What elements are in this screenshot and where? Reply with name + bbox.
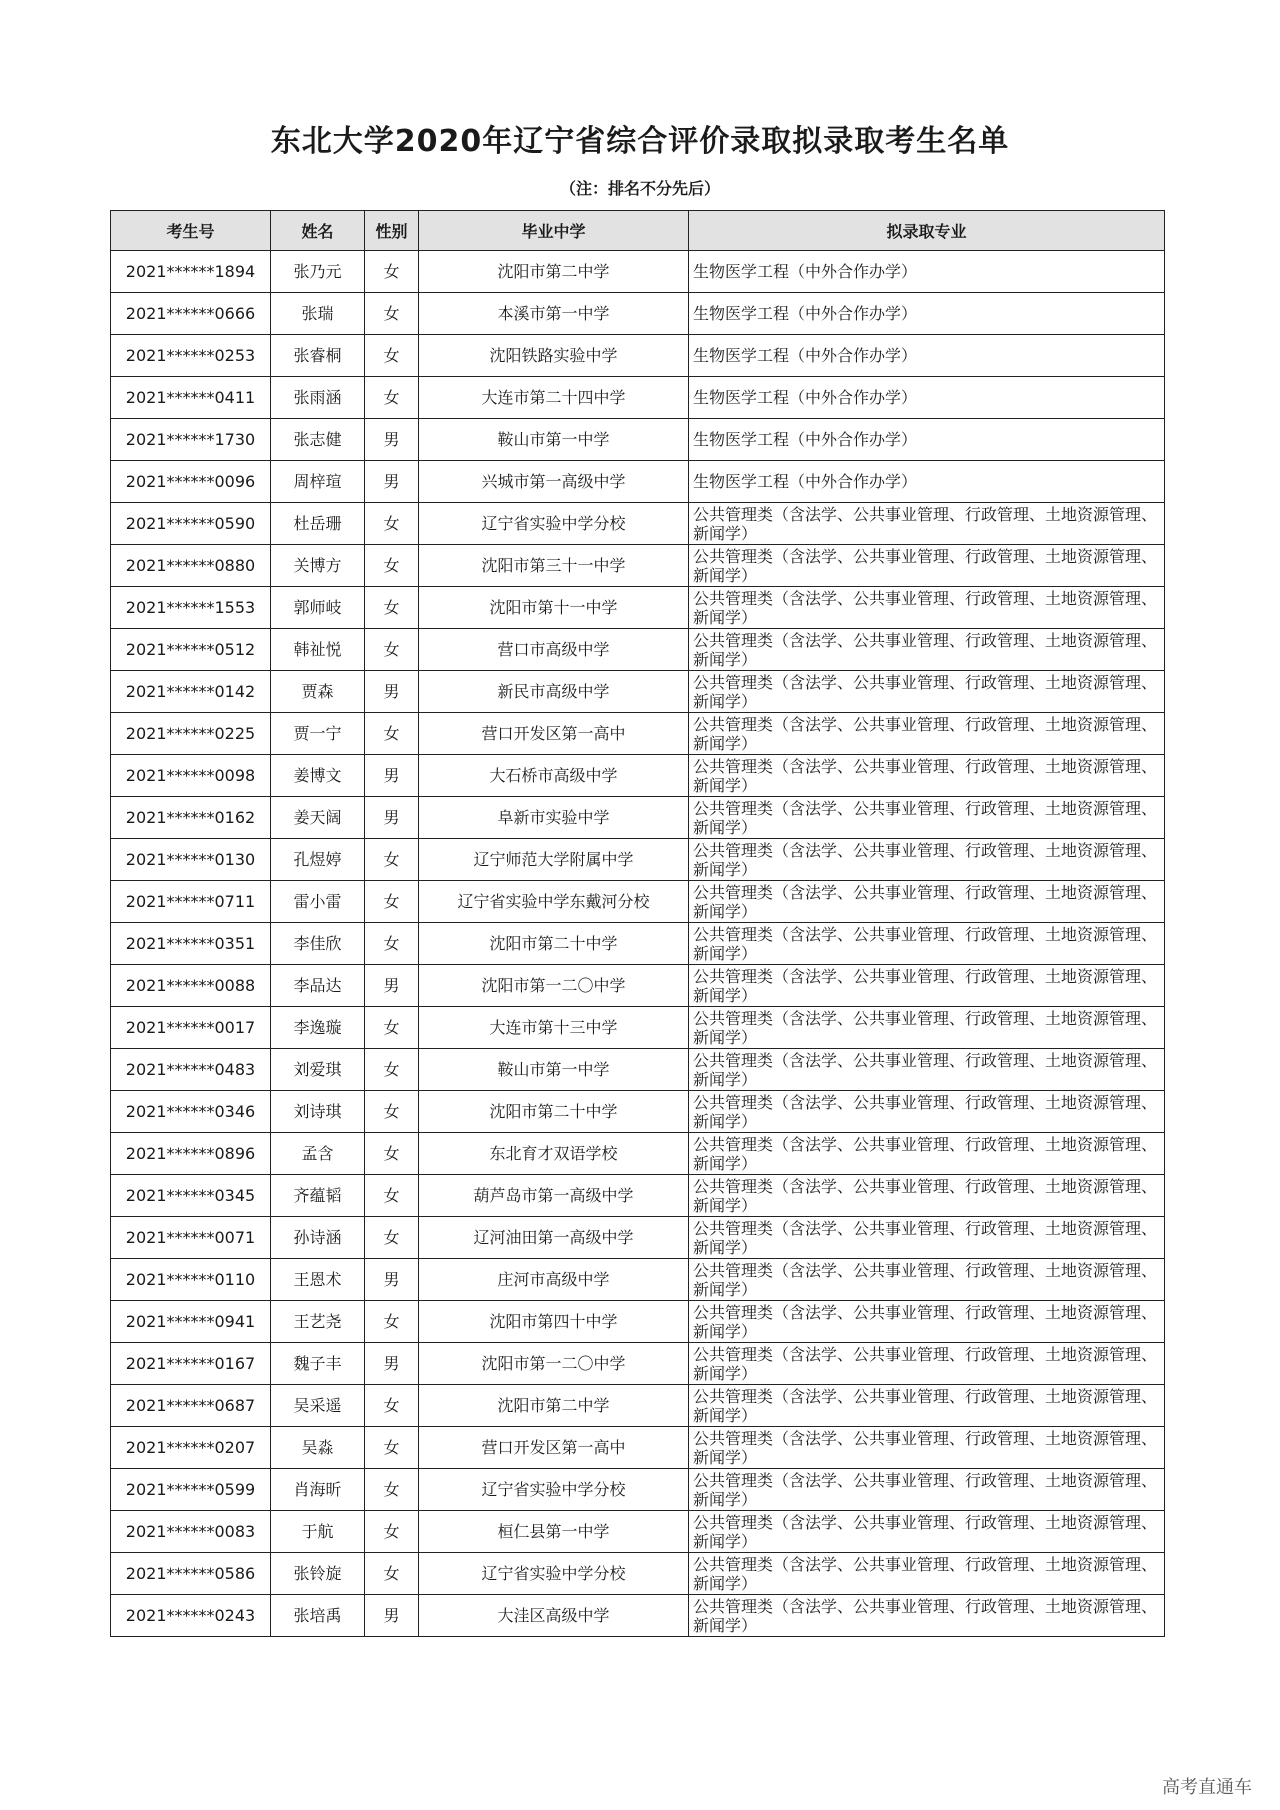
cell-school: 东北育才双语学校 bbox=[419, 1133, 689, 1175]
cell-major: 生物医学工程（中外合作办学） bbox=[689, 419, 1165, 461]
table-row bbox=[111, 1595, 1165, 1637]
table-row bbox=[111, 713, 1165, 755]
cell-name: 李佳欣 bbox=[271, 923, 365, 965]
cell-name: 李品达 bbox=[271, 965, 365, 1007]
cell-name: 张乃元 bbox=[271, 251, 365, 293]
cell-exam-id: 2021******0088 bbox=[111, 965, 271, 1007]
cell-name: 张睿桐 bbox=[271, 335, 365, 377]
cell-exam-id: 2021******0483 bbox=[111, 1049, 271, 1091]
cell-major: 公共管理类（含法学、公共事业管理、行政管理、土地资源管理、新闻学） bbox=[689, 755, 1165, 797]
cell-name: 贾森 bbox=[271, 671, 365, 713]
cell-exam-id: 2021******1730 bbox=[111, 419, 271, 461]
header-name: 姓名 bbox=[271, 211, 365, 251]
cell-exam-id: 2021******0253 bbox=[111, 335, 271, 377]
cell-major: 公共管理类（含法学、公共事业管理、行政管理、土地资源管理、新闻学） bbox=[689, 1259, 1165, 1301]
cell-exam-id: 2021******0941 bbox=[111, 1301, 271, 1343]
cell-exam-id: 2021******0586 bbox=[111, 1553, 271, 1595]
cell-major: 公共管理类（含法学、公共事业管理、行政管理、土地资源管理、新闻学） bbox=[689, 629, 1165, 671]
cell-name: 张瑞 bbox=[271, 293, 365, 335]
cell-school: 辽宁省实验中学东戴河分校 bbox=[419, 881, 689, 923]
cell-name: 杜岳珊 bbox=[271, 503, 365, 545]
cell-name: 张铃旋 bbox=[271, 1553, 365, 1595]
cell-gender: 女 bbox=[365, 503, 419, 545]
cell-gender: 女 bbox=[365, 1049, 419, 1091]
table-row bbox=[111, 1427, 1165, 1469]
cell-school: 营口开发区第一高中 bbox=[419, 1427, 689, 1469]
cell-major: 公共管理类（含法学、公共事业管理、行政管理、土地资源管理、新闻学） bbox=[689, 1133, 1165, 1175]
cell-exam-id: 2021******0130 bbox=[111, 839, 271, 881]
cell-name: 姜博文 bbox=[271, 755, 365, 797]
cell-major: 生物医学工程（中外合作办学） bbox=[689, 377, 1165, 419]
cell-school: 沈阳市第一二〇中学 bbox=[419, 1343, 689, 1385]
cell-exam-id: 2021******0711 bbox=[111, 881, 271, 923]
cell-gender: 女 bbox=[365, 1469, 419, 1511]
cell-exam-id: 2021******0666 bbox=[111, 293, 271, 335]
cell-gender: 女 bbox=[365, 1553, 419, 1595]
cell-name: 王恩术 bbox=[271, 1259, 365, 1301]
cell-major: 公共管理类（含法学、公共事业管理、行政管理、土地资源管理、新闻学） bbox=[689, 671, 1165, 713]
cell-exam-id: 2021******1894 bbox=[111, 251, 271, 293]
cell-gender: 女 bbox=[365, 1007, 419, 1049]
ranking-note: （注：排名不分先后） bbox=[559, 179, 720, 198]
header-gender: 性别 bbox=[365, 211, 419, 251]
table-row bbox=[111, 839, 1165, 881]
cell-major: 生物医学工程（中外合作办学） bbox=[689, 251, 1165, 293]
table-row bbox=[111, 1385, 1165, 1427]
cell-major: 公共管理类（含法学、公共事业管理、行政管理、土地资源管理、新闻学） bbox=[689, 881, 1165, 923]
table-row bbox=[111, 461, 1165, 503]
cell-name: 于航 bbox=[271, 1511, 365, 1553]
table-row bbox=[111, 335, 1165, 377]
cell-gender: 女 bbox=[365, 629, 419, 671]
table-row bbox=[111, 419, 1165, 461]
cell-gender: 女 bbox=[365, 1511, 419, 1553]
cell-major: 公共管理类（含法学、公共事业管理、行政管理、土地资源管理、新闻学） bbox=[689, 923, 1165, 965]
cell-exam-id: 2021******0687 bbox=[111, 1385, 271, 1427]
cell-name: 王艺尧 bbox=[271, 1301, 365, 1343]
cell-exam-id: 2021******0225 bbox=[111, 713, 271, 755]
table-row bbox=[111, 797, 1165, 839]
cell-exam-id: 2021******0590 bbox=[111, 503, 271, 545]
cell-gender: 女 bbox=[365, 377, 419, 419]
cell-school: 阜新市实验中学 bbox=[419, 797, 689, 839]
cell-major: 公共管理类（含法学、公共事业管理、行政管理、土地资源管理、新闻学） bbox=[689, 545, 1165, 587]
cell-school: 本溪市第一中学 bbox=[419, 293, 689, 335]
cell-major: 公共管理类（含法学、公共事业管理、行政管理、土地资源管理、新闻学） bbox=[689, 1385, 1165, 1427]
cell-name: 周梓瑄 bbox=[271, 461, 365, 503]
cell-gender: 女 bbox=[365, 293, 419, 335]
cell-gender: 女 bbox=[365, 587, 419, 629]
cell-gender: 女 bbox=[365, 1385, 419, 1427]
cell-exam-id: 2021******0345 bbox=[111, 1175, 271, 1217]
cell-name: 刘诗琪 bbox=[271, 1091, 365, 1133]
cell-gender: 女 bbox=[365, 1133, 419, 1175]
table-row bbox=[111, 1133, 1165, 1175]
cell-school: 营口市高级中学 bbox=[419, 629, 689, 671]
cell-exam-id: 2021******0098 bbox=[111, 755, 271, 797]
cell-major: 公共管理类（含法学、公共事业管理、行政管理、土地资源管理、新闻学） bbox=[689, 713, 1165, 755]
cell-major: 生物医学工程（中外合作办学） bbox=[689, 335, 1165, 377]
cell-name: 李逸璇 bbox=[271, 1007, 365, 1049]
cell-exam-id: 2021******0110 bbox=[111, 1259, 271, 1301]
cell-school: 沈阳市第二十中学 bbox=[419, 923, 689, 965]
cell-school: 鞍山市第一中学 bbox=[419, 419, 689, 461]
cell-exam-id: 2021******0083 bbox=[111, 1511, 271, 1553]
cell-gender: 女 bbox=[365, 251, 419, 293]
table-row bbox=[111, 1553, 1165, 1595]
table-row bbox=[111, 1259, 1165, 1301]
cell-school: 沈阳铁路实验中学 bbox=[419, 335, 689, 377]
cell-major: 生物医学工程（中外合作办学） bbox=[689, 461, 1165, 503]
cell-name: 孔煜婷 bbox=[271, 839, 365, 881]
cell-school: 辽宁师范大学附属中学 bbox=[419, 839, 689, 881]
table-row bbox=[111, 1049, 1165, 1091]
table-row bbox=[111, 1301, 1165, 1343]
cell-name: 张志健 bbox=[271, 419, 365, 461]
cell-gender: 男 bbox=[365, 1259, 419, 1301]
cell-school: 沈阳市第一二〇中学 bbox=[419, 965, 689, 1007]
cell-school: 桓仁县第一中学 bbox=[419, 1511, 689, 1553]
cell-name: 魏子丰 bbox=[271, 1343, 365, 1385]
cell-major: 公共管理类（含法学、公共事业管理、行政管理、土地资源管理、新闻学） bbox=[689, 1301, 1165, 1343]
table-row bbox=[111, 545, 1165, 587]
cell-gender: 男 bbox=[365, 755, 419, 797]
cell-major: 公共管理类（含法学、公共事业管理、行政管理、土地资源管理、新闻学） bbox=[689, 1469, 1165, 1511]
table-row bbox=[111, 293, 1165, 335]
cell-school: 葫芦岛市第一高级中学 bbox=[419, 1175, 689, 1217]
cell-name: 孟含 bbox=[271, 1133, 365, 1175]
cell-gender: 男 bbox=[365, 419, 419, 461]
cell-name: 郭师岐 bbox=[271, 587, 365, 629]
table-row bbox=[111, 251, 1165, 293]
table-row bbox=[111, 1469, 1165, 1511]
cell-school: 辽宁省实验中学分校 bbox=[419, 1469, 689, 1511]
header-school: 毕业中学 bbox=[419, 211, 689, 251]
cell-gender: 男 bbox=[365, 671, 419, 713]
cell-school: 沈阳市第十一中学 bbox=[419, 587, 689, 629]
cell-gender: 女 bbox=[365, 1175, 419, 1217]
cell-major: 公共管理类（含法学、公共事业管理、行政管理、土地资源管理、新闻学） bbox=[689, 965, 1165, 1007]
cell-name: 姜天阔 bbox=[271, 797, 365, 839]
cell-name: 齐蕴韬 bbox=[271, 1175, 365, 1217]
cell-gender: 女 bbox=[365, 1301, 419, 1343]
watermark-text: 高考直通车 bbox=[1162, 1777, 1252, 1798]
cell-school: 沈阳市第四十中学 bbox=[419, 1301, 689, 1343]
table-row bbox=[111, 629, 1165, 671]
cell-name: 韩祉悦 bbox=[271, 629, 365, 671]
cell-name: 贾一宁 bbox=[271, 713, 365, 755]
table-row bbox=[111, 1007, 1165, 1049]
cell-gender: 男 bbox=[365, 1343, 419, 1385]
cell-school: 大洼区高级中学 bbox=[419, 1595, 689, 1637]
table-row bbox=[111, 881, 1165, 923]
cell-name: 孙诗涵 bbox=[271, 1217, 365, 1259]
table-row bbox=[111, 1091, 1165, 1133]
cell-school: 辽河油田第一高级中学 bbox=[419, 1217, 689, 1259]
cell-exam-id: 2021******0071 bbox=[111, 1217, 271, 1259]
table-body bbox=[111, 251, 1165, 1637]
cell-school: 兴城市第一高级中学 bbox=[419, 461, 689, 503]
cell-name: 吴淼 bbox=[271, 1427, 365, 1469]
cell-exam-id: 2021******0599 bbox=[111, 1469, 271, 1511]
cell-gender: 女 bbox=[365, 923, 419, 965]
cell-major: 公共管理类（含法学、公共事业管理、行政管理、土地资源管理、新闻学） bbox=[689, 1175, 1165, 1217]
cell-major: 公共管理类（含法学、公共事业管理、行政管理、土地资源管理、新闻学） bbox=[689, 1049, 1165, 1091]
cell-gender: 女 bbox=[365, 713, 419, 755]
cell-gender: 女 bbox=[365, 335, 419, 377]
cell-major: 公共管理类（含法学、公共事业管理、行政管理、土地资源管理、新闻学） bbox=[689, 797, 1165, 839]
cell-gender: 女 bbox=[365, 1091, 419, 1133]
table-row bbox=[111, 587, 1165, 629]
cell-school: 大连市第十三中学 bbox=[419, 1007, 689, 1049]
cell-gender: 女 bbox=[365, 1427, 419, 1469]
cell-major: 生物医学工程（中外合作办学） bbox=[689, 293, 1165, 335]
table-row bbox=[111, 671, 1165, 713]
cell-major: 公共管理类（含法学、公共事业管理、行政管理、土地资源管理、新闻学） bbox=[689, 1511, 1165, 1553]
cell-major: 公共管理类（含法学、公共事业管理、行政管理、土地资源管理、新闻学） bbox=[689, 1007, 1165, 1049]
page-title: 东北大学2020年辽宁省综合评价录取拟录取考生名单 bbox=[270, 124, 1010, 159]
cell-exam-id: 2021******0512 bbox=[111, 629, 271, 671]
cell-major: 公共管理类（含法学、公共事业管理、行政管理、土地资源管理、新闻学） bbox=[689, 1343, 1165, 1385]
table-row bbox=[111, 923, 1165, 965]
cell-school: 沈阳市第二中学 bbox=[419, 1385, 689, 1427]
table-row bbox=[111, 965, 1165, 1007]
cell-exam-id: 2021******0017 bbox=[111, 1007, 271, 1049]
cell-exam-id: 2021******0346 bbox=[111, 1091, 271, 1133]
table-row bbox=[111, 1511, 1165, 1553]
cell-gender: 女 bbox=[365, 881, 419, 923]
cell-gender: 男 bbox=[365, 1595, 419, 1637]
cell-name: 雷小雷 bbox=[271, 881, 365, 923]
cell-exam-id: 2021******0142 bbox=[111, 671, 271, 713]
cell-major: 公共管理类（含法学、公共事业管理、行政管理、土地资源管理、新闻学） bbox=[689, 1595, 1165, 1637]
cell-major: 公共管理类（含法学、公共事业管理、行政管理、土地资源管理、新闻学） bbox=[689, 839, 1165, 881]
cell-gender: 女 bbox=[365, 1217, 419, 1259]
admission-table bbox=[110, 210, 1165, 1637]
cell-major: 公共管理类（含法学、公共事业管理、行政管理、土地资源管理、新闻学） bbox=[689, 1553, 1165, 1595]
cell-exam-id: 2021******0896 bbox=[111, 1133, 271, 1175]
cell-gender: 男 bbox=[365, 965, 419, 1007]
cell-exam-id: 2021******0411 bbox=[111, 377, 271, 419]
cell-exam-id: 2021******0351 bbox=[111, 923, 271, 965]
cell-exam-id: 2021******0096 bbox=[111, 461, 271, 503]
cell-major: 公共管理类（含法学、公共事业管理、行政管理、土地资源管理、新闻学） bbox=[689, 587, 1165, 629]
cell-gender: 男 bbox=[365, 461, 419, 503]
cell-school: 辽宁省实验中学分校 bbox=[419, 503, 689, 545]
cell-name: 张培禹 bbox=[271, 1595, 365, 1637]
cell-major: 公共管理类（含法学、公共事业管理、行政管理、土地资源管理、新闻学） bbox=[689, 503, 1165, 545]
table-row bbox=[111, 377, 1165, 419]
cell-school: 沈阳市第二中学 bbox=[419, 251, 689, 293]
cell-gender: 女 bbox=[365, 839, 419, 881]
cell-school: 辽宁省实验中学分校 bbox=[419, 1553, 689, 1595]
cell-exam-id: 2021******0880 bbox=[111, 545, 271, 587]
cell-major: 公共管理类（含法学、公共事业管理、行政管理、土地资源管理、新闻学） bbox=[689, 1091, 1165, 1133]
cell-name: 刘爱琪 bbox=[271, 1049, 365, 1091]
cell-name: 肖海昕 bbox=[271, 1469, 365, 1511]
cell-school: 庄河市高级中学 bbox=[419, 1259, 689, 1301]
cell-major: 公共管理类（含法学、公共事业管理、行政管理、土地资源管理、新闻学） bbox=[689, 1217, 1165, 1259]
cell-exam-id: 2021******0162 bbox=[111, 797, 271, 839]
cell-school: 鞍山市第一中学 bbox=[419, 1049, 689, 1091]
cell-gender: 男 bbox=[365, 797, 419, 839]
cell-school: 大石桥市高级中学 bbox=[419, 755, 689, 797]
cell-exam-id: 2021******0167 bbox=[111, 1343, 271, 1385]
header-major: 拟录取专业 bbox=[689, 211, 1165, 251]
cell-school: 沈阳市第二十中学 bbox=[419, 1091, 689, 1133]
table-row bbox=[111, 755, 1165, 797]
table-row bbox=[111, 1175, 1165, 1217]
cell-name: 吴采遥 bbox=[271, 1385, 365, 1427]
cell-major: 公共管理类（含法学、公共事业管理、行政管理、土地资源管理、新闻学） bbox=[689, 1427, 1165, 1469]
cell-exam-id: 2021******1553 bbox=[111, 587, 271, 629]
table-row bbox=[111, 1217, 1165, 1259]
cell-school: 新民市高级中学 bbox=[419, 671, 689, 713]
cell-school: 营口开发区第一高中 bbox=[419, 713, 689, 755]
cell-school: 沈阳市第三十一中学 bbox=[419, 545, 689, 587]
cell-exam-id: 2021******0243 bbox=[111, 1595, 271, 1637]
table-row bbox=[111, 503, 1165, 545]
cell-name: 张雨涵 bbox=[271, 377, 365, 419]
table-row bbox=[111, 1343, 1165, 1385]
table-header-row bbox=[111, 211, 1165, 251]
cell-school: 大连市第二十四中学 bbox=[419, 377, 689, 419]
cell-exam-id: 2021******0207 bbox=[111, 1427, 271, 1469]
cell-name: 关博方 bbox=[271, 545, 365, 587]
header-exam-id: 考生号 bbox=[111, 211, 271, 251]
cell-gender: 女 bbox=[365, 545, 419, 587]
